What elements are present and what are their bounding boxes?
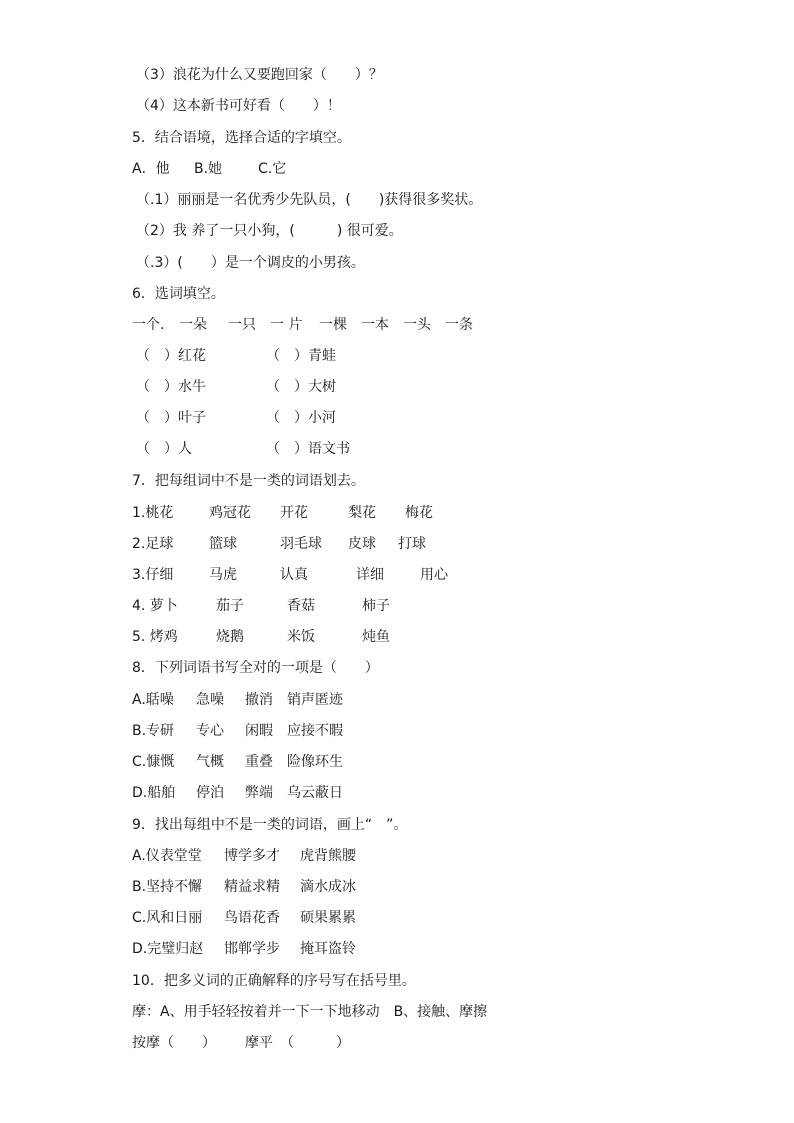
q7-word: 香菇: [287, 598, 315, 614]
q4-item-3: （3）浪花为什么又要跑回家（ ）？: [136, 67, 383, 83]
q9-word: D.完璧归赵: [132, 941, 204, 957]
q7-title: 7．把每组词中不是一类的词语划去。: [132, 473, 365, 489]
q5-option-b: B.她: [194, 161, 223, 177]
q8-word: 销声匿迹: [287, 692, 343, 708]
q10-title: 10．把多义词的正确解释的序号写在括号里。: [132, 973, 416, 989]
q9-word: B.坚持不懈: [132, 879, 203, 895]
q9-word: C.风和日丽: [132, 910, 203, 926]
q10-word: 摩平 （ ）: [245, 1035, 350, 1051]
q6-right-blank: （ ）小河: [266, 410, 336, 426]
q8-word: 撤消: [245, 692, 273, 708]
q7-word: 马虎: [209, 567, 237, 583]
q5-item-3: （.3）( ）是一个调皮的小男孩。: [136, 255, 365, 271]
q6-word: 一只: [228, 317, 256, 333]
q8-word: 弊端: [245, 785, 273, 801]
q8-word: C.慷慨: [132, 754, 175, 770]
q7-word: 用心: [420, 567, 448, 583]
q6-left-blank: （ ）叶子: [136, 410, 206, 426]
q6-right-blank: （ ）大树: [266, 379, 336, 395]
q9-word: A.仪表堂堂: [132, 848, 202, 864]
q7-word: 茄子: [216, 598, 244, 614]
q6-word: 一条: [445, 317, 473, 333]
q5-title: 5．结合语境，选择合适的字填空。: [132, 130, 351, 146]
q7-word: 2.足球: [132, 536, 174, 552]
q7-word: 柿子: [362, 598, 390, 614]
q5-item-2: （2）我 养了一只小狗，( ) 很可爱。: [136, 223, 403, 239]
q8-word: 气概: [196, 754, 224, 770]
q7-word: 梨花: [348, 505, 376, 521]
q6-word: 一棵: [319, 317, 347, 333]
q7-word: 米饭: [287, 629, 315, 645]
q5-option-c: C.它: [258, 161, 287, 177]
q6-title: 6．选词填空。: [132, 286, 225, 302]
q7-word: 1.桃花: [132, 505, 174, 521]
q6-word: 一 片: [270, 317, 303, 333]
q7-word: 5. 烤鸡: [132, 629, 178, 645]
q9-word: 邯郸学步: [224, 941, 280, 957]
q6-word: 一头: [403, 317, 431, 333]
q7-word: 炖鱼: [362, 629, 390, 645]
q8-word: 急噪: [196, 692, 224, 708]
q6-left-blank: （ ）水牛: [136, 379, 206, 395]
q8-title: 8．下列词语书写全对的一项是（ ）: [132, 660, 379, 676]
q7-word: 4. 萝卜: [132, 598, 178, 614]
q7-word: 皮球: [348, 536, 376, 552]
q7-word: 详细: [356, 567, 384, 583]
q8-word: 重叠: [245, 754, 273, 770]
q8-word: 险像环生: [287, 754, 343, 770]
q9-word: 掩耳盗铃: [300, 941, 356, 957]
q8-word: 乌云蔽日: [287, 785, 343, 801]
q9-word: 精益求精: [224, 879, 280, 895]
q6-left-blank: （ ）人: [136, 441, 192, 457]
q7-word: 鸡冠花: [209, 505, 251, 521]
q7-word: 3.仔细: [132, 567, 174, 583]
q6-word: 一个.: [132, 317, 165, 333]
q8-word: D.船舶: [132, 785, 176, 801]
q8-word: 停泊: [196, 785, 224, 801]
q6-word: 一朵: [179, 317, 207, 333]
q6-right-blank: （ ）青蛙: [266, 348, 336, 364]
q9-word: 滴水成冰: [300, 879, 356, 895]
q7-word: 烧鹅: [216, 629, 244, 645]
q8-word: 专心: [196, 723, 224, 739]
q9-word: 鸟语花香: [224, 910, 280, 926]
q7-word: 认真: [280, 567, 308, 583]
q10-word: 按摩（ ）: [132, 1035, 216, 1051]
q9-word: 硕果累累: [300, 910, 356, 926]
q7-word: 开花: [280, 505, 308, 521]
q8-word: A.聒噪: [132, 692, 174, 708]
q9-word: 虎背熊腰: [300, 848, 356, 864]
q5-option-a: A．他: [132, 161, 170, 177]
q7-word: 篮球: [209, 536, 237, 552]
q7-word: 梅花: [405, 505, 433, 521]
q8-word: B.专研: [132, 723, 175, 739]
q4-item-4: （4）这本新书可好看（ ）！: [136, 98, 341, 114]
q8-word: 应接不暇: [287, 723, 343, 739]
q6-right-blank: （ ）语文书: [266, 441, 350, 457]
q8-word: 闲暇: [245, 723, 273, 739]
q5-item-1: （.1）丽丽是一名优秀少先队员，( )获得很多奖状。: [136, 192, 483, 208]
q10-definition: 摩：A、用手轻轻按着并一下一下地移动 B、接触、摩擦: [132, 1004, 488, 1020]
q9-word: 博学多才: [224, 848, 280, 864]
q6-word: 一本: [361, 317, 389, 333]
q7-word: 羽毛球: [280, 536, 322, 552]
q9-title: 9．找出每组中不是一类的词语，画上“ ”。: [132, 817, 408, 833]
q6-left-blank: （ ）红花: [136, 348, 206, 364]
q7-word: 打球: [398, 536, 426, 552]
